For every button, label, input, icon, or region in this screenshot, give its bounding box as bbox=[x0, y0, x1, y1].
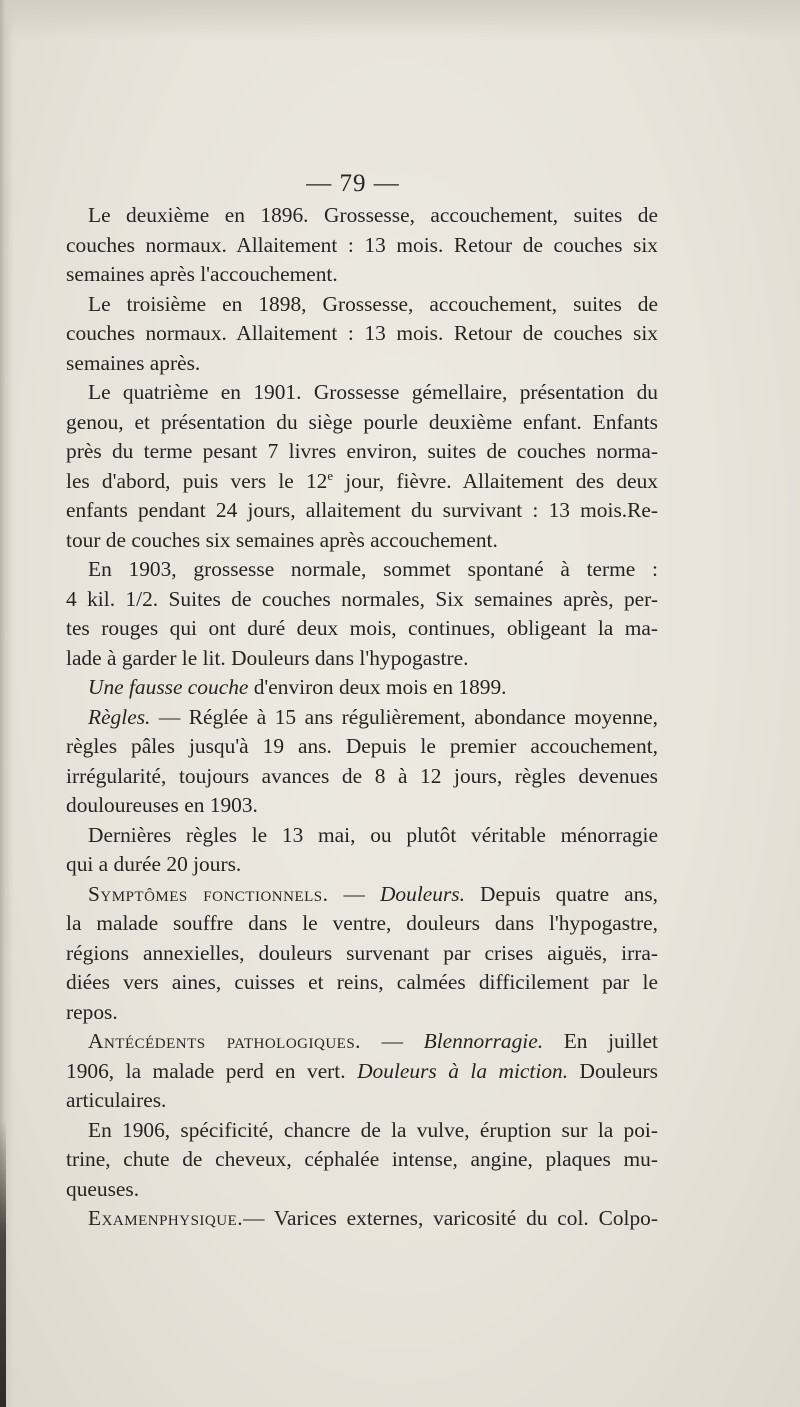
text-run: jour, fièvre. Allaitement des deux bbox=[333, 468, 658, 493]
text-line: régions annexielles, douleurs survenant par crises aiguës, irra- bbox=[66, 940, 658, 965]
section-heading-examen: Examenphysique. bbox=[88, 1206, 244, 1230]
text-line: En 1906, spécificité, chancre de la vulve, éruption sur la poi- bbox=[88, 1117, 658, 1142]
text-run: — Varices externes, varicosité du col. Colpo- bbox=[243, 1206, 658, 1230]
text-line: lade à garder le lit. Douleurs dans l'hypogastre. bbox=[66, 645, 469, 670]
text-line: Le troisième en 1898, Grossesse, accouchement, suites de bbox=[88, 291, 658, 316]
text-run: les d'abord, puis vers le 12 bbox=[66, 468, 328, 493]
text-line bbox=[66, 880, 658, 910]
text-line: Le quatrième en 1901. Grossesse gémellaire, présentation du bbox=[88, 380, 658, 404]
text-line bbox=[66, 703, 658, 733]
text-line: diées vers aines, cuisses et reins, calmées difficilement par le bbox=[66, 970, 658, 994]
text-line bbox=[66, 1027, 658, 1057]
text-run: — bbox=[328, 881, 380, 906]
italic-phrase: Douleurs à la miction. bbox=[357, 1058, 569, 1083]
text-line: couches normaux. Allaitement : 13 mois. Retour de couches six bbox=[66, 232, 658, 257]
text-line: la malade souffre dans le ventre, douleurs dans l'hypogastre, bbox=[66, 911, 658, 935]
page-top-shadow bbox=[0, 0, 800, 40]
italic-phrase: Une fausse couche bbox=[88, 675, 249, 699]
text-line: Dernières règles le 13 mai, ou plutôt véritable ménorragie bbox=[88, 822, 658, 847]
text-line: repos. bbox=[66, 999, 118, 1024]
text-run: En juillet bbox=[543, 1029, 658, 1053]
text-line: enfants pendant 24 jours, allaitement du survivant : 13 mois.Re- bbox=[66, 498, 658, 522]
text-line: queuses. bbox=[66, 1176, 140, 1201]
text-run: Depuis quatre ans, bbox=[464, 881, 659, 906]
text-line: 4 kil. 1/2. Suites de couches normales, Six semaines après, per- bbox=[66, 586, 658, 611]
text-line: tour de couches six semaines après accouchement. bbox=[66, 527, 498, 552]
binding-edge-shadow bbox=[0, 1120, 6, 1407]
section-heading-antecedents: Antécédents pathologiques. bbox=[88, 1029, 362, 1053]
page-number: — 79 — bbox=[306, 170, 400, 197]
text-run: — bbox=[361, 1029, 424, 1053]
text-run: d'environ deux mois en 1899. bbox=[248, 675, 507, 699]
text-line: Le deuxième en 1896. Grossesse, accouchement, suites de bbox=[88, 203, 658, 227]
text-run: Douleurs bbox=[568, 1058, 658, 1083]
text-line: En 1903, grossesse normale, sommet spontané à terme : bbox=[88, 557, 658, 581]
text-line: qui a durée 20 jours. bbox=[66, 852, 242, 876]
text-line: couches normaux. Allaitement : 13 mois. Retour de couches six bbox=[66, 321, 658, 345]
body-text bbox=[66, 201, 658, 1234]
text-run: 1906, la malade perd en vert. bbox=[66, 1058, 346, 1083]
text-line: près du terme pesant 7 livres environ, suites de couches norma- bbox=[66, 439, 658, 463]
text-line bbox=[66, 467, 658, 497]
text-run: — Réglée à 15 ans régulièrement, abondance moyenne, bbox=[150, 704, 658, 729]
text-line: genou, et présentation du siège pourle deuxième enfant. Enfants bbox=[66, 409, 658, 434]
text-line bbox=[66, 673, 658, 703]
text-line: semaines après. bbox=[66, 350, 201, 375]
superscript: e bbox=[327, 468, 334, 483]
section-heading-symptomes: Symptômes fonctionnels. bbox=[88, 881, 329, 906]
text-line: articulaires. bbox=[66, 1088, 167, 1112]
text-line: semaines après l'accouchement. bbox=[66, 262, 338, 286]
text-line: trine, chute de cheveux, céphalée intense, angine, plaques mu- bbox=[66, 1147, 658, 1171]
italic-phrase: Blennorragie. bbox=[423, 1029, 544, 1053]
text-line bbox=[66, 1057, 658, 1087]
text-line: tes rouges qui ont duré deux mois, continues, obligeant la ma- bbox=[66, 616, 658, 640]
section-heading-regles: Règles. bbox=[88, 704, 151, 729]
italic-phrase: Douleurs. bbox=[379, 881, 465, 906]
text-line bbox=[66, 1204, 658, 1234]
text-line: irrégularité, toujours avances de 8 à 12 jours, règles devenues bbox=[66, 763, 658, 788]
text-line: règles pâles jusqu'à 19 ans. Depuis le premier accouchement, bbox=[66, 734, 658, 758]
text-line: douloureuses en 1903. bbox=[66, 793, 258, 817]
